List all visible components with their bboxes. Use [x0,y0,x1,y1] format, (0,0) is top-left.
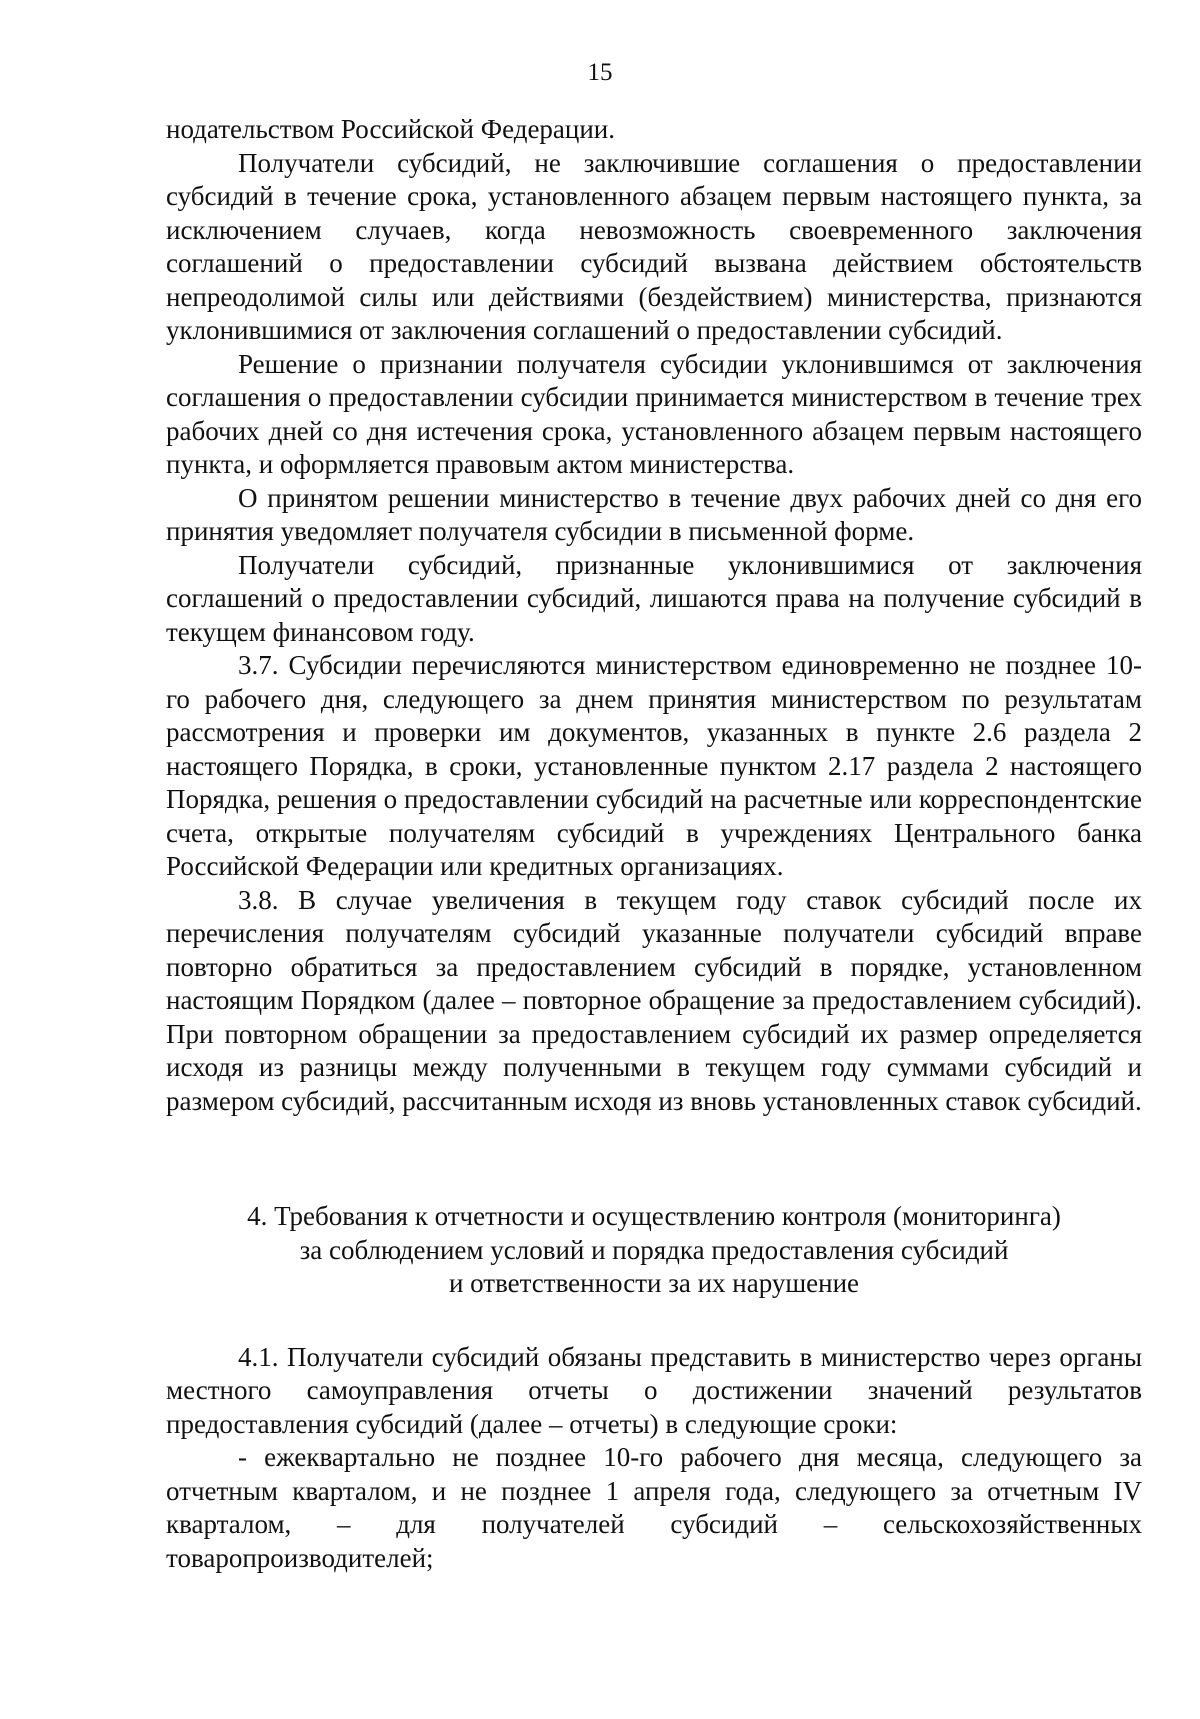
paragraph-4-1: 4.1. Получатели субсидий обязаны представить в министерство через органы местного самоуправления отчеты о достижении значений результатов предоставления субсидий (далее – отчеты) в следующие сроки: [166,1341,1142,1439]
paragraph-3-7: 3.7. Субсидии перечисляются министерством единовременно не позднее 10-го рабочего дня, следующего за днем принятия министерством по результатам рассмотрения и проверки им документов, указанных в пункте 2.6 раздела 2 настоящего Порядка, в сроки, установленные пунктом 2.17 раздела 2 настоящего Порядка, решения о предоставлении субсидий на расчетные или корреспондентские счета, открытые получателям субсидий в учреждениях Центрального банка Российской Федерации или кредитных организациях. [166,650,1142,881]
paragraph-loss-of-right: Получатели субсидий, признанные уклонившимися от заключения соглашений о предоставлении субсидий, лишаются права на получение субсидий в текущем финансовом году. [166,549,1142,647]
paragraph-quarterly-deadline: - ежеквартально не позднее 10-го рабочего дня месяца, следующего за отчетным кварталом, и не позднее 1 апреля года, следующего за отчетным IV кварталом, – для получателей субсидий – сельскохозяйственных товаропроизводителей; [166,1442,1142,1573]
paragraph-evasion-decision: Решение о признании получателя субсидии уклонившимся от заключения соглашения о предоставлении субсидии принимается министерством в течение трех рабочих дней со дня истечения срока, установленного абзацем первым настоящего пункта, и оформляется правовым актом министерства. [166,348,1142,479]
paragraph-continuation: нодательством Российской Федерации. [166,114,616,144]
document-body [166,113,1142,1575]
section-heading-line-3: и ответственности за их нарушение [448,1268,860,1298]
paragraph-notification: О принятом решении министерство в течение двух рабочих дней со дня его принятия уведомляет получателя субсидии в письменной форме. [166,482,1142,546]
section-4-heading [166,1200,1142,1301]
section-heading-line-2: за соблюдением условий и порядка предоставления субсидий [299,1234,1009,1265]
paragraph-evasion-rule: Получатели субсидий, не заключившие соглашения о предоставлении субсидий в течение срока, установленного абзацем первым настоящего пункта, за исключением случаев, когда невозможность своевременного заключения соглашений о предоставлении субсидий вызвана действием обстоятельств непреодолимой силы или действиями (бездействием) министерства, признаются уклонившимися от заключения соглашений о предоставлении субсидий. [166,147,1142,345]
paragraph-3-8: 3.8. В случае увеличения в текущем году ставок субсидий после их перечисления получателям субсидий указанные получатели субсидий вправе повторно обратиться за предоставлением субсидий в порядке, установленном настоящим Порядком (далее – повторное обращение за предоставлением субсидий). При повторном обращении за предоставлением субсидий их размер определяется исходя из разницы между полученными в текущем году суммами субсидий и размером субсидий, рассчитанным исходя из вновь установленных ставок субсидий. [166,884,1142,1116]
section-heading-line-1: 4. Требования к отчетности и осуществлению контроля (мониторинга) [247,1201,1061,1231]
page-number: 15 [587,59,613,86]
